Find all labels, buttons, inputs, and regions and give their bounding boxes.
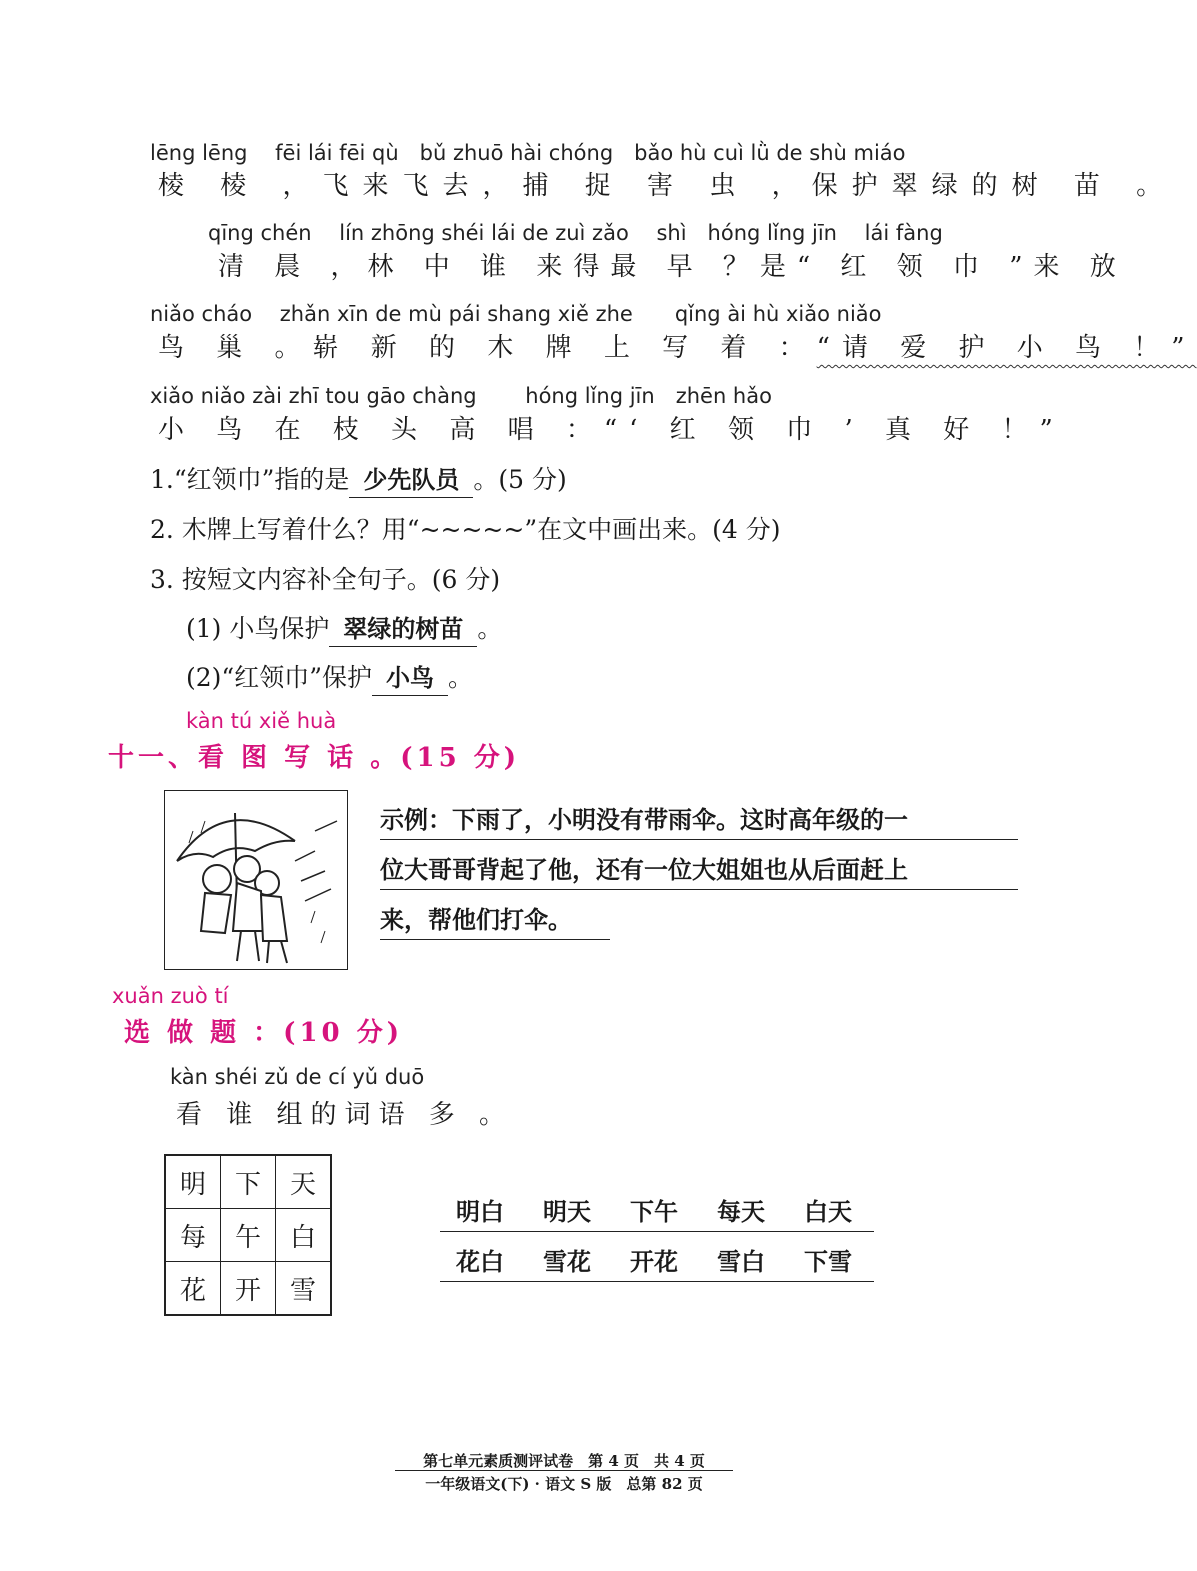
passage-p3-wavy-text: “请 爱 护 小 鸟 ！”	[816, 333, 1197, 363]
essay-line-2: 位大哥哥背起了他，还有一位大姐姐也从后面赶上	[380, 850, 1018, 890]
question-3-2-end: 。	[447, 663, 473, 692]
word-answers-row-2	[440, 1242, 874, 1282]
passage-p2-pinyin: qīng chén lín zhōng shéi lái de zuì zǎo shì hóng lǐng jīn lái fàng	[208, 221, 943, 245]
rain-scene-illustration	[164, 790, 348, 970]
word-answer: 雪白	[717, 1248, 765, 1276]
question-3-2-answer: 小鸟	[372, 658, 448, 696]
grid-cell: 开	[221, 1262, 276, 1316]
passage-p1-pinyin: lēng lēng fēi lái fēi qù bǔ zhuō hài chóng bǎo hù cuì lǜ de shù miáo	[150, 141, 906, 165]
word-answer: 下雪	[804, 1248, 852, 1276]
grid-cell: 下	[221, 1155, 276, 1209]
grid-cell: 每	[165, 1209, 221, 1262]
word-answer: 下午	[630, 1198, 678, 1226]
grid-cell: 午	[221, 1209, 276, 1262]
word-answer: 明白	[456, 1198, 504, 1226]
optional-pinyin: xuǎn zuò tí	[112, 984, 229, 1008]
passage-p2-text: 清 晨 ，林 中 谁 来得最 早 ？是“ 红 领 巾 ”来 放	[218, 252, 1127, 282]
question-2: 2. 木牌上写着什么？用“~~~~~”在文中画出来。(4 分)	[150, 515, 781, 544]
optional-instr-pinyin: kàn shéi zǔ de cí yǔ duō	[170, 1065, 425, 1089]
word-answers-row-1	[440, 1192, 874, 1232]
passage-p4-text: 小 鸟 在 枝 头 高 唱 ：“‘ 红 领 巾 ’ 真 好 ！”	[158, 415, 1065, 445]
section11-pinyin: kàn tú xiě huà	[186, 709, 337, 733]
grid-cell: 天	[276, 1155, 332, 1209]
word-answer: 明天	[543, 1198, 591, 1226]
grid-cell: 白	[276, 1209, 332, 1262]
section11-title: 十一、看 图 写 话 。(15 分)	[108, 743, 521, 773]
passage-p3-text	[158, 327, 1197, 364]
question-1	[150, 460, 567, 498]
passage-p4-pinyin: xiǎo niǎo zài zhī tou gāo chàng hóng lǐng jīn zhēn hǎo	[150, 384, 772, 408]
footer-page-info: 第七单元素质测评试卷 第 4 页 共 4 页	[423, 1452, 705, 1470]
word-answer: 白天	[804, 1198, 852, 1226]
question-3-1	[186, 609, 502, 647]
word-answer: 雪花	[543, 1248, 591, 1276]
character-grid	[164, 1154, 332, 1316]
word-answer: 花白	[456, 1248, 504, 1276]
essay-line-3: 来，帮他们打伞。	[380, 900, 610, 940]
question-1-text: 1.“红领巾”指的是	[150, 465, 350, 494]
essay-line-1: 示例：下雨了，小明没有带雨伞。这时高年级的一	[380, 800, 1018, 840]
passage-p3-pinyin: niǎo cháo zhǎn xīn de mù pái shang xiě zhe qǐng ài hù xiǎo niǎo	[150, 302, 882, 326]
umbrella-children-drawing	[165, 791, 347, 969]
question-1-points: 。(5 分)	[473, 465, 567, 494]
question-3-1-text: (1) 小鸟保护	[186, 614, 330, 643]
footer-divider	[395, 1470, 733, 1471]
question-3-2	[186, 658, 473, 696]
grid-cell: 花	[165, 1262, 221, 1316]
grid-cell: 明	[165, 1155, 221, 1209]
grid-cell: 雪	[276, 1262, 332, 1316]
question-3-1-answer: 翠绿的树苗	[329, 609, 477, 647]
passage-p1-text: 棱 棱 ，飞来飞去，捕 捉 害 虫 ，保护翠绿的树 苗 。	[158, 171, 1177, 201]
question-1-answer: 少先队员	[349, 460, 473, 498]
optional-title: 选 做 题 ：(10 分)	[124, 1018, 403, 1048]
footer-book-info: 一年级语文(下) · 语文 S 版 总第 82 页	[425, 1475, 703, 1493]
question-3: 3. 按短文内容补全句子。(6 分)	[150, 565, 501, 594]
word-answer: 开花	[630, 1248, 678, 1276]
question-3-2-text: (2)“红领巾”保护	[186, 663, 372, 692]
passage-p3-text-before: 鸟 巢 。崭 新 的 木 牌 上 写 着 ：	[158, 333, 817, 363]
word-answer: 每天	[717, 1198, 765, 1226]
question-3-1-end: 。	[477, 614, 503, 643]
optional-instr: 看 谁 组的词语 多 。	[176, 1100, 514, 1130]
